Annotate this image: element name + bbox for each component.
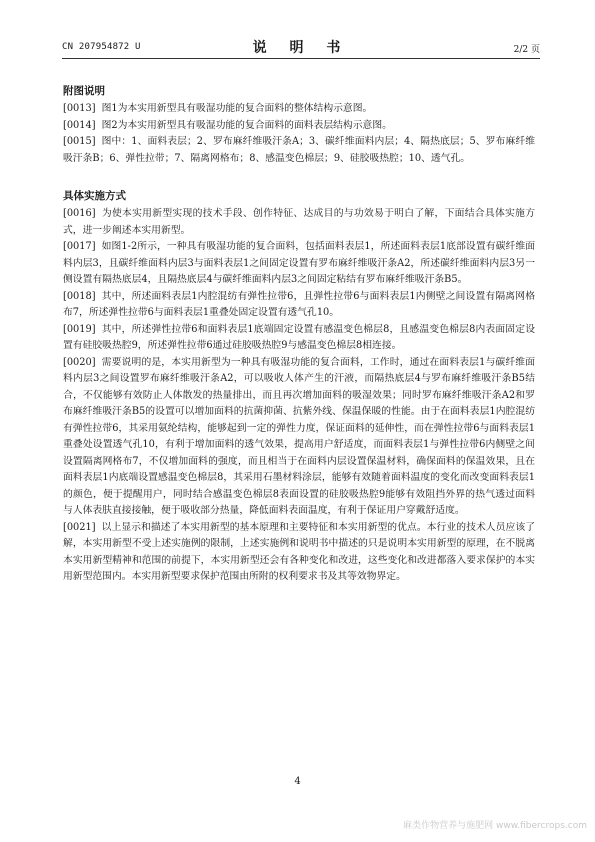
paragraph-text: 以上显示和描述了本实用新型的基本原理和主要特征和本实用新型的优点。本行业的技术人员应该了解，本实用新型不受上述实施例的限制，上述实施例和说明书中描述的只是说明本实用新型的原理，在不脱离本实用新型精神和范围的前提下，本实用新型还会有各种变化和改进，这些变化和改进都落入要求保护的本实用新型范围内。本实用新型要求保护范围由所附的权利要求书及其等效物界定。 — [63, 521, 535, 582]
paragraph-0020 — [63, 355, 535, 520]
publication-number: CN 207954872 U — [62, 42, 141, 52]
paragraph-number: [0020] — [63, 356, 96, 368]
paragraph-number: [0018] — [63, 290, 96, 302]
document-body — [63, 84, 535, 586]
paragraph-number: [0017] — [63, 241, 96, 252]
paragraph-number: [0021] — [63, 521, 96, 533]
section-heading-embodiments: 具体实施方式 — [63, 190, 126, 202]
paragraph-text: 其中，所述面料表层1内腔混纺有弹性拉带6，且弹性拉带6与面料表层1内侧壁之间设置有隔离网格布7，所述弹性拉带6与面料表层1重叠处固定设置有透气孔10。 — [63, 290, 535, 318]
paragraph-0015 — [63, 134, 535, 167]
paragraph-0018 — [63, 289, 535, 322]
page-indicator: 2/2 页 — [513, 45, 540, 55]
paragraph-0021 — [63, 520, 535, 586]
paragraph-text: 图1为本实用新型具有吸湿功能的复合面料的整体结构示意图。 — [101, 103, 373, 114]
page-header — [62, 36, 540, 56]
paragraph-0014 — [63, 118, 535, 135]
paragraph-0013 — [63, 101, 535, 118]
paragraph-0019 — [63, 322, 535, 355]
paragraph-number: [0014] — [63, 119, 96, 131]
paragraph-number: [0015] — [63, 136, 96, 147]
paragraph-number: [0016] — [63, 208, 96, 219]
header-divider — [62, 58, 540, 59]
site-watermark: 麻类作物营养与施肥网 www.fibercrops.com — [403, 821, 587, 831]
section-spacer — [63, 167, 535, 189]
paragraph-text: 图中：1、面料表层；2、罗布麻纤维吸汗条A；3、碳纤维面料内层；4、隔热底层；5、罗布麻纤维吸汗条B；6、弹性拉带；7、隔离网格布；8、感温变色棉层；9、硅胶吸热腔；10、透气孔。 — [63, 136, 535, 164]
paragraph-text: 图2为本实用新型具有吸湿功能的复合面料的面料表层结构示意图。 — [101, 119, 392, 131]
paragraph-text: 需要说明的是，本实用新型为一种具有吸湿功能的复合面料，工作时，通过在面料表层1与碳纤维面料内层3之间设置罗布麻纤维吸汗条A2，可以吸收人体产生的汗液，而隔热底层4与罗布麻纤维吸汗条B5结合，不仅能够有效防止人体散发的热量排出，而且再次增加面料的吸湿效果；同时罗布麻纤维吸汗条A2和罗布麻纤维吸汗条B5的设置可以增加面料的抗菌抑菌、抗紫外线、保温保暖的性能。由于在面料表层1内腔混纺有弹性拉带6，其采用氨纶结构，能够起到一定的弹性力度，保证面料的延伸性，而在弹性拉带6与面料表层1重叠处设置透气孔10，有利于增加面料的透气效果，提高用户舒适度，而面料表层1与弹性拉带6内侧壁之间设置隔离网格布7，不仅增加面料的强度，而且相当于在面料内层设置保温材料，确保面料的保温效果，且在面料表层1内底端设置感温变色棉层8，其采用石墨材料涂层，能够有效随着面料温度的变化而改变面料表层1的颜色，便于提醒用户，同时结合感温变色棉层8表面设置的硅胶吸热腔9能够有效阻挡外界的热气透过面料与人体表肤直接接触，便于吸收部分热量，降低面料表面温度，有利于保证用户穿戴舒适度。 — [63, 356, 535, 516]
paragraph-text: 其中，所述弹性拉带6和面料表层1底端固定设置有感温变色棉层8，且感温变色棉层8内表面固定设置有硅胶吸热腔9，所述弹性拉带6通过硅胶吸热腔9与感温变色棉层8相连接。 — [63, 323, 535, 351]
paragraph-text: 如图1-2所示，一种具有吸湿功能的复合面料，包括面料表层1，所述面料表层1底部设置有碳纤维面料内层3，且碳纤维面料内层3与面料表层1之间固定设置有罗布麻纤维吸汗条A2，所述碳纤维面料内层3另一侧设置有隔热底层4，且隔热底层4与碳纤维面料内层3之间固定粘结有罗布麻纤维吸汗条B5。 — [63, 241, 535, 285]
paragraph-0016 — [63, 206, 535, 239]
paragraph-number: [0013] — [63, 103, 96, 114]
paragraph-number: [0019] — [63, 323, 96, 335]
document-title: 说 明 书 — [252, 40, 350, 56]
section-heading-drawings: 附图说明 — [63, 85, 105, 97]
page-number: 4 — [294, 776, 301, 787]
paragraph-0017 — [63, 239, 535, 289]
paragraph-text: 为使本实用新型实现的技术手段、创作特征、达成目的与功效易于明白了解，下面结合具体实施方式，进一步阐述本实用新型。 — [63, 208, 535, 236]
